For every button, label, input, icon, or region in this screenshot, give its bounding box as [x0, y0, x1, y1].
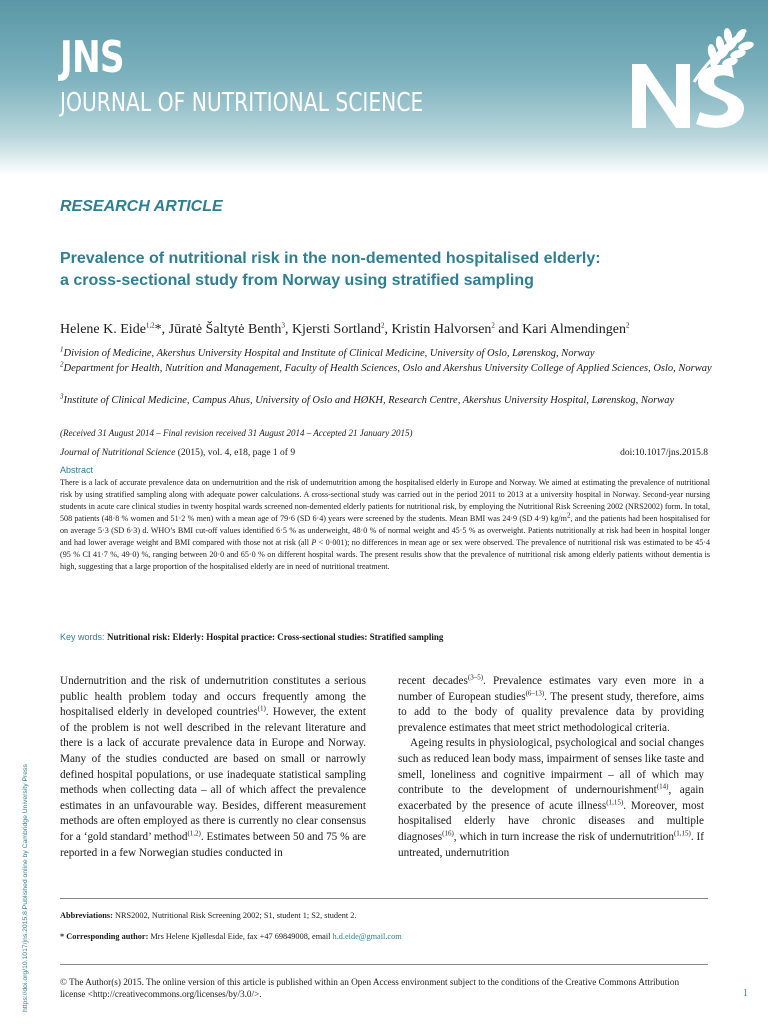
ns-wheat-logo-icon [628, 24, 758, 134]
abstract-italic: P [311, 538, 317, 547]
journal-abbreviation: JNS [60, 32, 124, 83]
affiliation [60, 394, 720, 408]
body-text: recent decades [398, 675, 468, 687]
body-column-left [60, 674, 366, 861]
body-text: . The present study, therefore, aims to add to the body of quality prevalence data by providing prevalence estimates that meet strict methodological criteria. [398, 690, 705, 734]
title-line: a cross-sectional study from Norway using stratified sampling [60, 272, 534, 289]
journal-citation [60, 448, 295, 458]
citation-link[interactable]: (1,15) [606, 798, 624, 807]
author-affil: 1,2 [145, 321, 155, 330]
received-dates: (Received 31 August 2014 – Final revision received 31 August 2014 – Accepted 21 January 2015) [60, 428, 413, 438]
affiliation-number: 3 [60, 392, 64, 401]
affiliation [60, 347, 720, 361]
journal-name: JOURNAL OF NUTRITIONAL SCIENCE [60, 88, 424, 118]
doi: doi:10.1017/jns.2015.8 [620, 448, 708, 458]
affiliation-text: Department for Health, Nutrition and Management, Faculty of Health Sciences, Oslo and Akershus University College of Applied Sciences, Oslo, Norway [63, 363, 712, 374]
body-text: , again exacerbated by the presence of acute illness [398, 784, 705, 812]
corresponding-text: Mrs Helene Kjøllesdal Eide, fax +47 69849008, email [148, 932, 333, 941]
article-type: RESEARCH ARTICLE [60, 198, 223, 215]
citation-link[interactable]: (3–5) [467, 673, 484, 682]
author-name: Kristin Halvorsen [391, 322, 492, 337]
keywords [60, 632, 443, 642]
abstract-heading: Abstract [60, 465, 94, 475]
body-text: . Moreover, most hospitalised elderly have chronic diseases and multiple diagnoses [398, 799, 705, 843]
abstract-part: < 0·001); no differences in mean age or sex were observed. The prevalence of nutritional risk was estimated to be 45·4 (95 % CI 41·7 %, 49·0) %, ranging between 20·0 and 65·0 % on different hospital wards. The present results show that the prevalence of nutritional risk among elderly patients without dementia is high, suggesting that a large proportion of the hospitalised elderly are in need of nutritional treatment. [60, 538, 710, 571]
separator: , [384, 322, 392, 337]
journal-citation-details: (2015), vol. 4, e18, page 1 of 9 [175, 448, 296, 458]
affiliation-number: 1 [60, 345, 64, 354]
abbreviations-footnote [60, 911, 356, 920]
body-paragraph [60, 674, 366, 861]
email-link[interactable]: h.d.eide@gmail.com [332, 932, 402, 941]
doi-sidebar-link[interactable]: https://doi.org/10.1017/jns.2015.8 Published online by Cambridge University Press [22, 764, 29, 1012]
separator: , [284, 322, 292, 337]
body-paragraph [398, 736, 704, 861]
affiliation-number: 2 [60, 360, 64, 369]
citation-link[interactable]: (1,15) [673, 829, 691, 838]
page-number: 1 [743, 988, 748, 999]
author-name: Jūratė Šaltytė Benth [168, 322, 282, 337]
copyright-divider [60, 964, 708, 965]
citation-link[interactable]: (1,2) [187, 829, 201, 838]
author-affil: 2 [625, 321, 630, 330]
body-text: Ageing results in physiological, psychological and social changes such as reduced lean body mass, impairment of senses like taste and smell, loneliness and cognitive impairment – all of which may contribute to the development of undernourishment [398, 737, 704, 797]
journal-citation-name: Journal of Nutritional Science [60, 448, 176, 458]
citation-link[interactable]: (14) [656, 782, 669, 791]
body-text: . Estimates between 50 and 75 % are reported in a few Norwegian studies conducted in [60, 830, 366, 859]
author-affil: 3 [281, 321, 285, 330]
corresponding-author-footnote [60, 932, 402, 941]
author-list [60, 322, 629, 338]
citation-link[interactable]: (1) [257, 704, 266, 713]
copyright-notice: © The Author(s) 2015. The online version of this article is published within an Open Access environment subject to the conditions of the Creative Commons Attribution license <http://creativecommons.org/licenses/by/3.0/>. [60, 977, 680, 999]
body-column-right [398, 674, 704, 861]
author-name: Helene K. Eide [60, 322, 146, 337]
separator: and [494, 322, 523, 337]
abstract-sup: 2 [566, 511, 571, 520]
corresponding-label: * Corresponding author: [60, 932, 149, 941]
author-name: Kjersti Sortland [291, 322, 381, 337]
affiliation [60, 362, 720, 376]
corresponding-mark: *, [154, 322, 169, 337]
abbreviations-label: Abbreviations: [60, 911, 113, 920]
affiliation-text: Institute of Clinical Medicine, Campus Ahus, University of Oslo and HØKH, Research Centre, Akershus University Hospital, Lørenskog, Norway [63, 395, 675, 406]
abstract-part: , and the patients had been hospitalised for on average 5·3 (SD 6·3) d. WHO’s BMI cut-off values identified 6·5 % as underweight, 48·0 % of normal weight and 45·5 % as overweight. Patients nutritionally at risk had been in hospital longer and had lower average weight and BMI compared with those not at risk (all [60, 514, 710, 547]
abstract-text [60, 477, 710, 573]
citation-link[interactable]: (6–13) [525, 688, 545, 697]
body-text: , which in turn increase the risk of undernutrition [453, 830, 674, 843]
abbreviations-text: NRS2002, Nutritional Risk Screening 2002; S1, student 1; S2, student 2. [112, 911, 357, 920]
body-text: Undernutrition and the risk of undernutrition constitutes a serious public health problem today and occurs frequently among the hospitalised elderly in developed countries [60, 675, 366, 719]
body-paragraph [398, 674, 704, 736]
author-affil: 2 [491, 321, 495, 330]
body-text: . Prevalence estimates vary even more in a number of European studies [398, 675, 705, 703]
footnote-divider [60, 898, 708, 899]
abstract-part: There is a lack of accurate prevalence data on undernutrition and the risk of undernutrition among the hospitalised elderly in Europe and Norway. We aimed at estimating the prevalence of nutritional risk by using stratified sampling along with adequate power calculations. A cross-sectional study was carried out in the period 2011 to 2013 at a university hospital in Norway. Second-year nursing students in acute care clinical studies in twenty hospital wards screened non-demented elderly patients for nutritional risk, by employing the Nutritional Risk Screening 2002 (NRS2002) form. In total, 508 patients (48·8 % women and 51·2 % men) with a mean age of 79·6 (SD 6·4) years were screened by the students. Mean BMI was 24·9 (SD 4·9) kg/m [60, 478, 710, 523]
keywords-value: Nutritional risk: Elderly: Hospital practice: Cross-sectional studies: Stratified sampling [107, 632, 444, 642]
body-text: . However, the extent of the problem is not well described in the relevant literature and there is a lack of accurate prevalence data in Europe and Norway. Many of the studies conducted are based on small or narrowly defined hospital populations, or use inadequate statistical sampling methods when collecting data – all of which affect the prevalence estimates in an unfavourable way. Besides, different measurement methods are often employed as there is currently no clear consensus for a ‘gold standard’ method [60, 706, 366, 843]
keywords-label: Key words: [60, 632, 108, 642]
citation-link[interactable]: (16) [442, 829, 454, 838]
author-name: Kari Almendingen [522, 322, 626, 337]
affiliation-text: Division of Medicine, Akershus University Hospital and Institute of Clinical Medicine, University of Oslo, Lørenskog, Norway [63, 348, 595, 359]
title-line: Prevalence of nutritional risk in the non-demented hospitalised elderly: [60, 250, 601, 267]
article-title [60, 248, 700, 292]
body-text: . If untreated, undernutrition [398, 830, 704, 859]
author-affil: 2 [380, 321, 385, 330]
